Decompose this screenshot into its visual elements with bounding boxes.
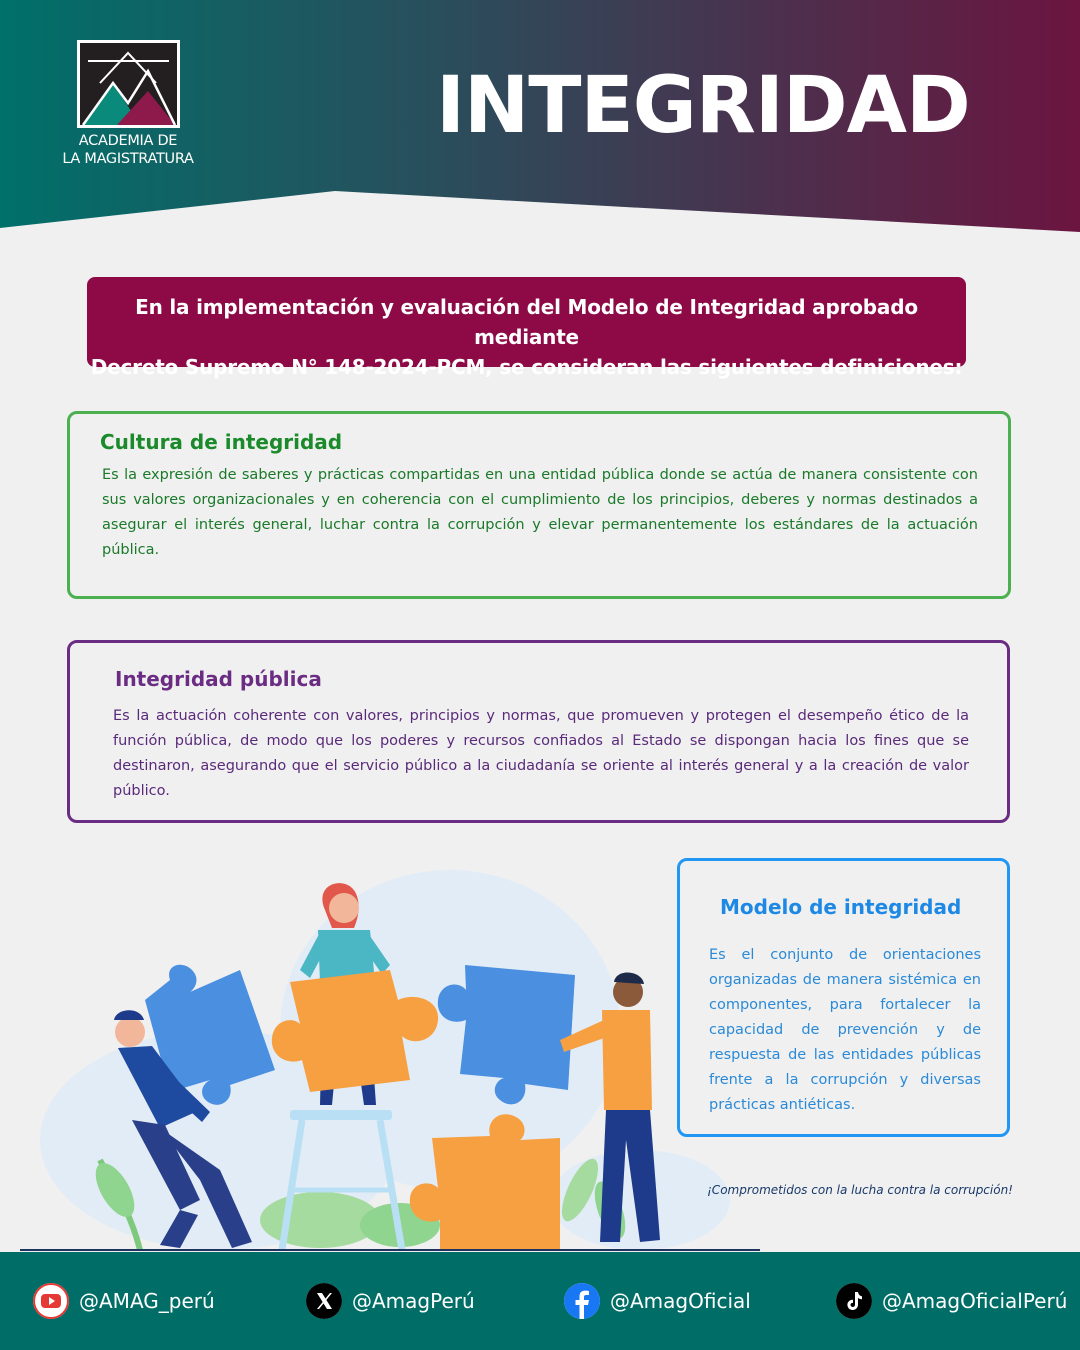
card-title: Integridad pública (115, 667, 322, 691)
ground-line (20, 1249, 760, 1251)
page-title: INTEGRIDAD (436, 61, 970, 151)
social-x[interactable] (306, 1283, 475, 1319)
card-modelo-de-integridad (677, 858, 1010, 1137)
card-title: Cultura de integridad (100, 430, 343, 454)
card-integridad-publica (67, 640, 1010, 823)
intro-line-1: En la implementación y evaluación del Modelo de Integridad aprobado mediante (135, 295, 918, 349)
social-facebook[interactable] (564, 1283, 751, 1319)
social-handle: @AmagPerú (352, 1289, 475, 1313)
social-tiktok[interactable] (836, 1283, 1067, 1319)
card-title: Modelo de integridad (720, 895, 962, 919)
youtube-icon (33, 1283, 69, 1319)
facebook-icon (564, 1283, 600, 1319)
logo-line-1: ACADEMIA DE (78, 133, 178, 149)
intro-banner (87, 277, 966, 379)
amag-logo (77, 40, 180, 128)
card-text: Es la actuación coherente con valores, principios y normas, que promueven y protegen el desempeño ético de la función pública, de modo que los poderes y recursos confiados al Estado se dispongan hacia los fines que se destinaron, asegurando que el servicio público a la ciudadanía se oriente al interés general y a la creación de valor público. (113, 708, 969, 799)
card-text: Es la expresión de saberes y prácticas compartidas en una entidad pública donde se actúa de manera consistente con sus valores organizacionales y en coherencia con el cumplimiento de los principios, deberes y normas destinados a asegurar el interés general, luchar contra la corrupción y elevar permanentemente los estándares de la actuación pública. (102, 467, 978, 558)
social-footer (0, 1252, 1080, 1350)
slogan: ¡Comprometidos con la lucha contra la corrupción! (707, 1183, 1013, 1197)
social-handle: @AmagOficialPerú (882, 1289, 1068, 1313)
social-youtube[interactable] (33, 1283, 215, 1319)
intro-line-2: Decreto Supremo N° 148-2024-PCM, se consideran las siguientes definiciones: (90, 355, 963, 379)
social-handle: @AmagOficial (610, 1289, 751, 1313)
social-handle: @AMAG_perú (79, 1289, 215, 1313)
logo-line-2: LA MAGISTRATURA (62, 151, 194, 167)
card-cultura-de-integridad (67, 411, 1011, 599)
puzzle-teamwork-illustration (20, 870, 760, 1252)
logo-caption (40, 132, 216, 168)
tiktok-icon (836, 1283, 872, 1319)
card-text: Es el conjunto de orientaciones organizadas de manera sistémica en componentes, para fortalecer la capacidad de prevención y de respuesta de las entidades públicas frente a la corrupción y diversas prácticas antiéticas. (709, 947, 981, 1113)
x-icon (306, 1283, 342, 1319)
